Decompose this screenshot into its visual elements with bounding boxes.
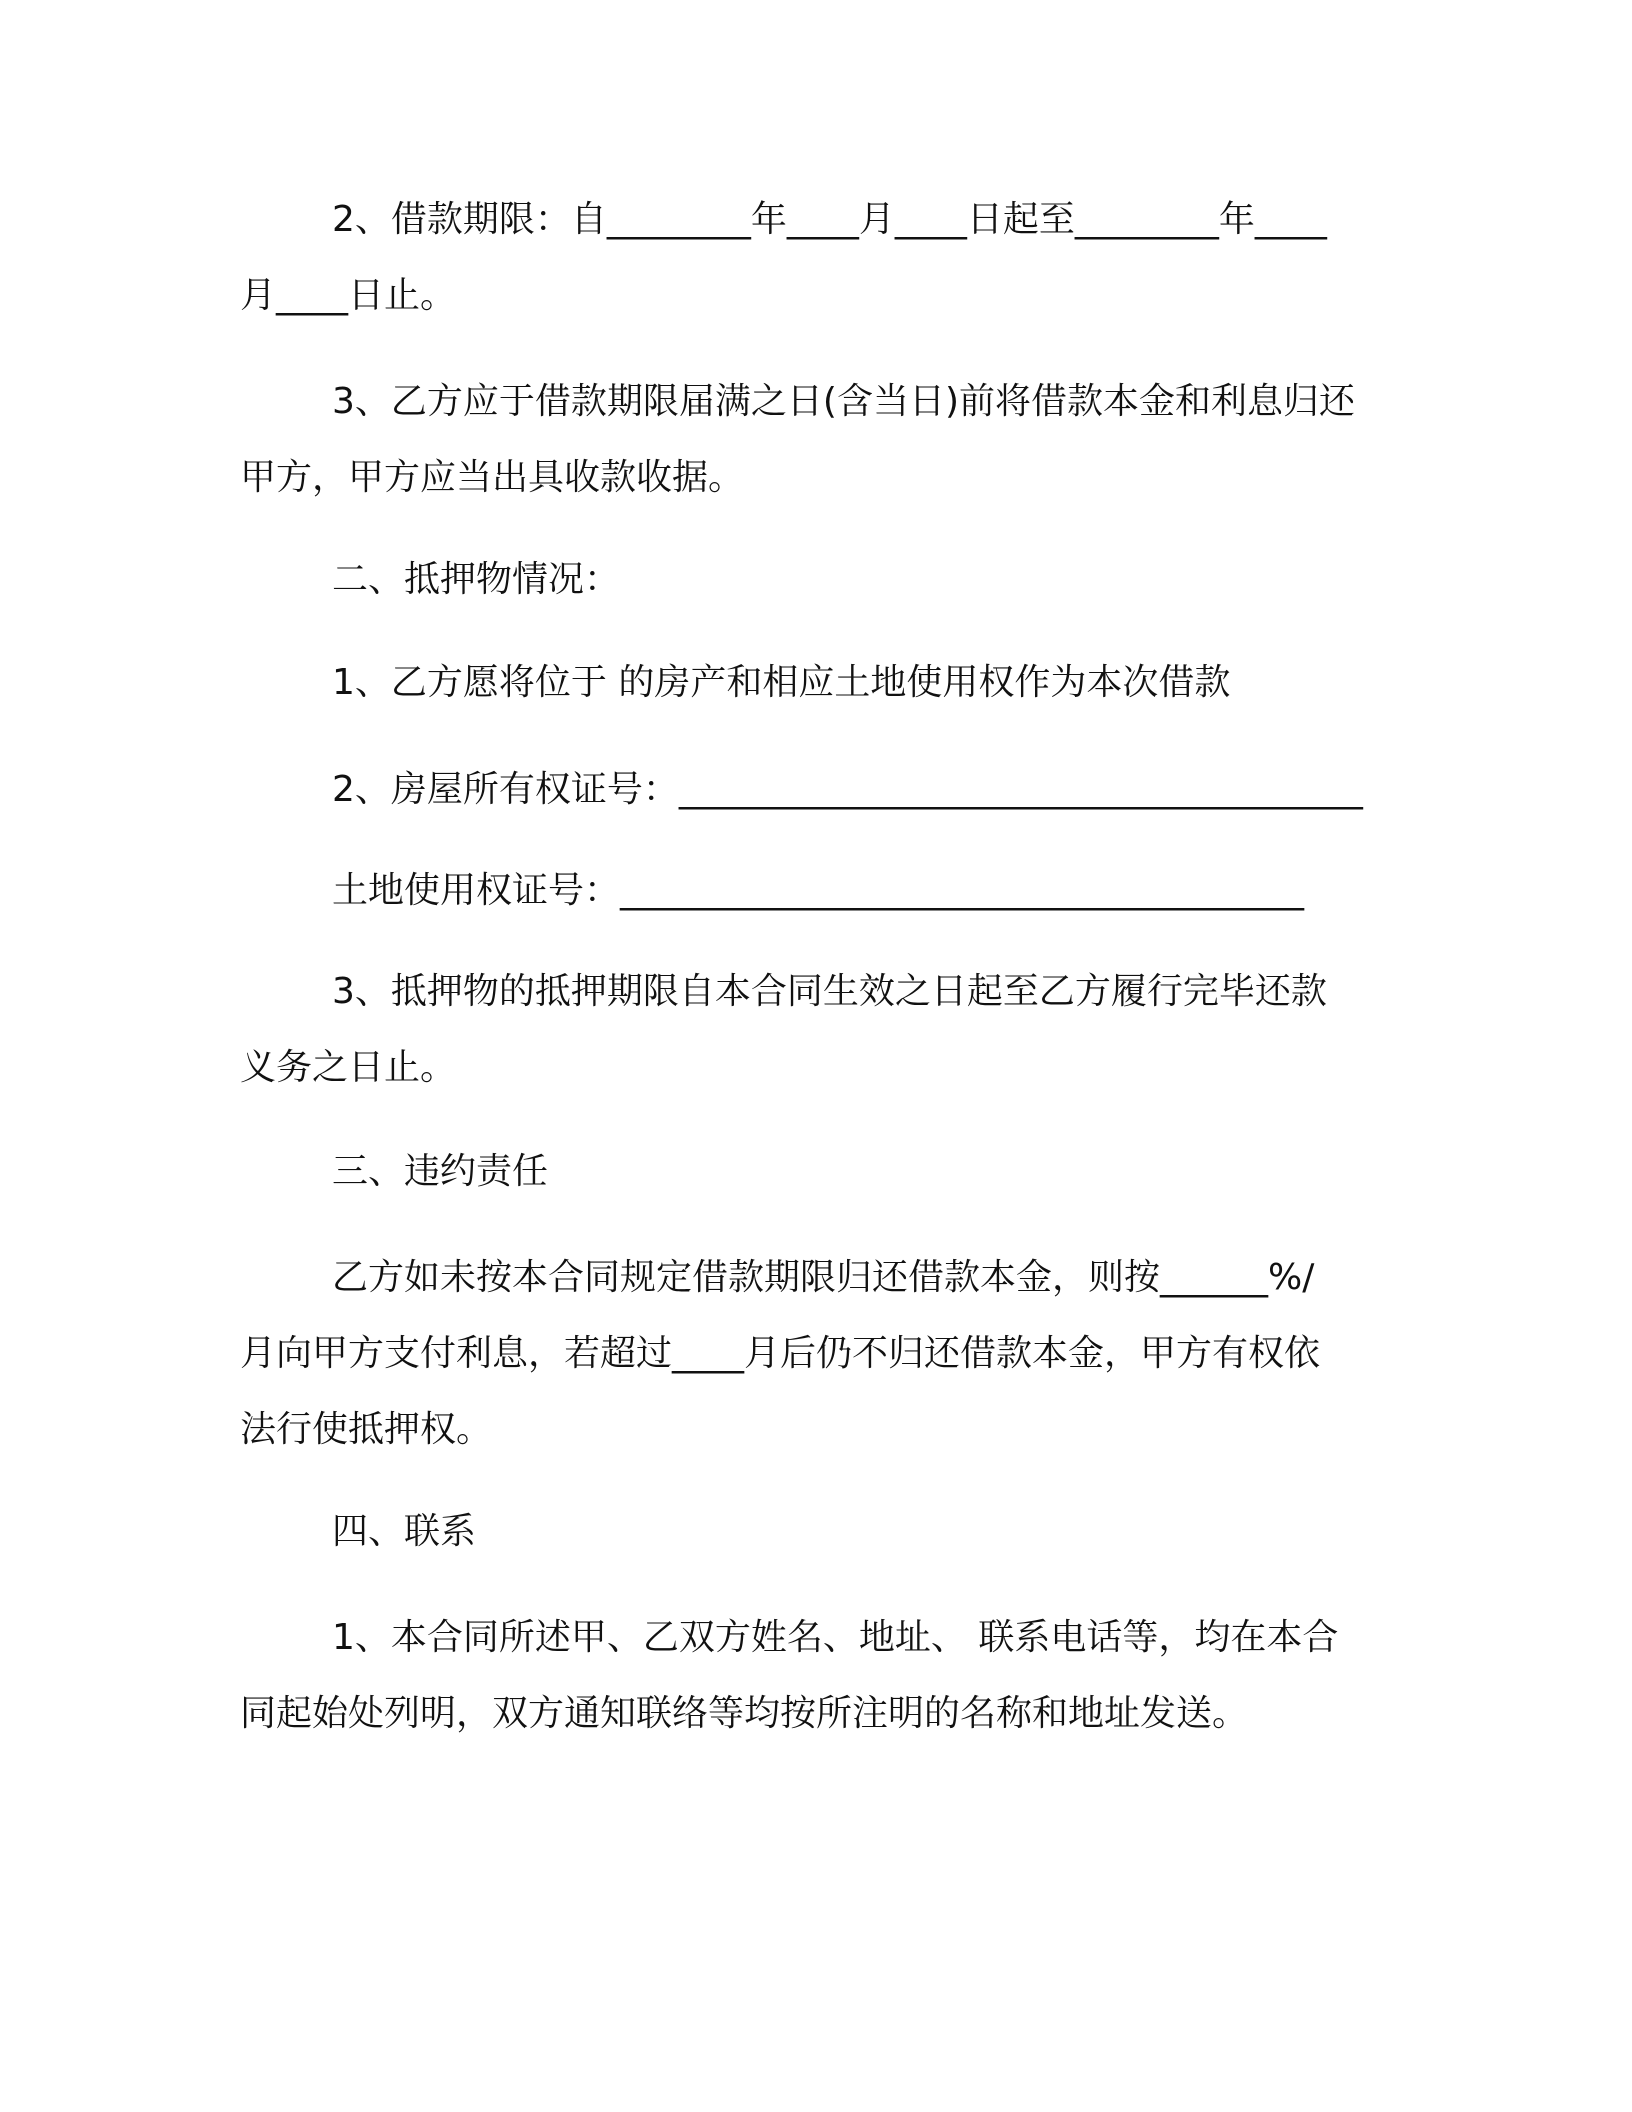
clause-repayment-line-2: 甲方，甲方应当出具收款收据。 [240,457,745,498]
collateral-clause-3-line-2: 义务之日止。 [240,1047,457,1088]
land-certificate-line: 土地使用权证号：______________________________________ [332,870,1305,911]
breach-line-1: 乙方如未按本合同规定借款期限归还借款本金，则按______%/ [332,1257,1315,1298]
section-contact-heading: 四、联系 [332,1511,477,1552]
clause-term-line-1: 2、借款期限：自________年____月____日起至________年____ [332,199,1327,240]
section-breach-heading: 三、违约责任 [332,1151,549,1192]
collateral-clause-1: 1、乙方愿将位于 的房产和相应土地使用权作为本次借款 [332,662,1231,703]
clause-term-line-2: 月____日止。 [240,275,457,316]
house-certificate-line: 2、房屋所有权证号：______________________________________ [332,769,1363,810]
clause-repayment-line-1: 3、乙方应于借款期限届满之日(含当日)前将借款本金和利息归还 [332,381,1355,422]
contact-clause-line-2: 同起始处列明，双方通知联络等均按所注明的名称和地址发送。 [240,1693,1249,1734]
collateral-clause-3-line-1: 3、抵押物的抵押期限自本合同生效之日起至乙方履行完毕还款 [332,971,1327,1012]
breach-line-3: 法行使抵押权。 [240,1409,493,1450]
breach-line-2: 月向甲方支付利息，若超过____月后仍不归还借款本金，甲方有权依 [240,1333,1321,1374]
contact-clause-line-1: 1、本合同所述甲、乙双方姓名、地址、 联系电话等，均在本合 [332,1617,1339,1658]
section-collateral-heading: 二、抵押物情况： [332,559,621,600]
